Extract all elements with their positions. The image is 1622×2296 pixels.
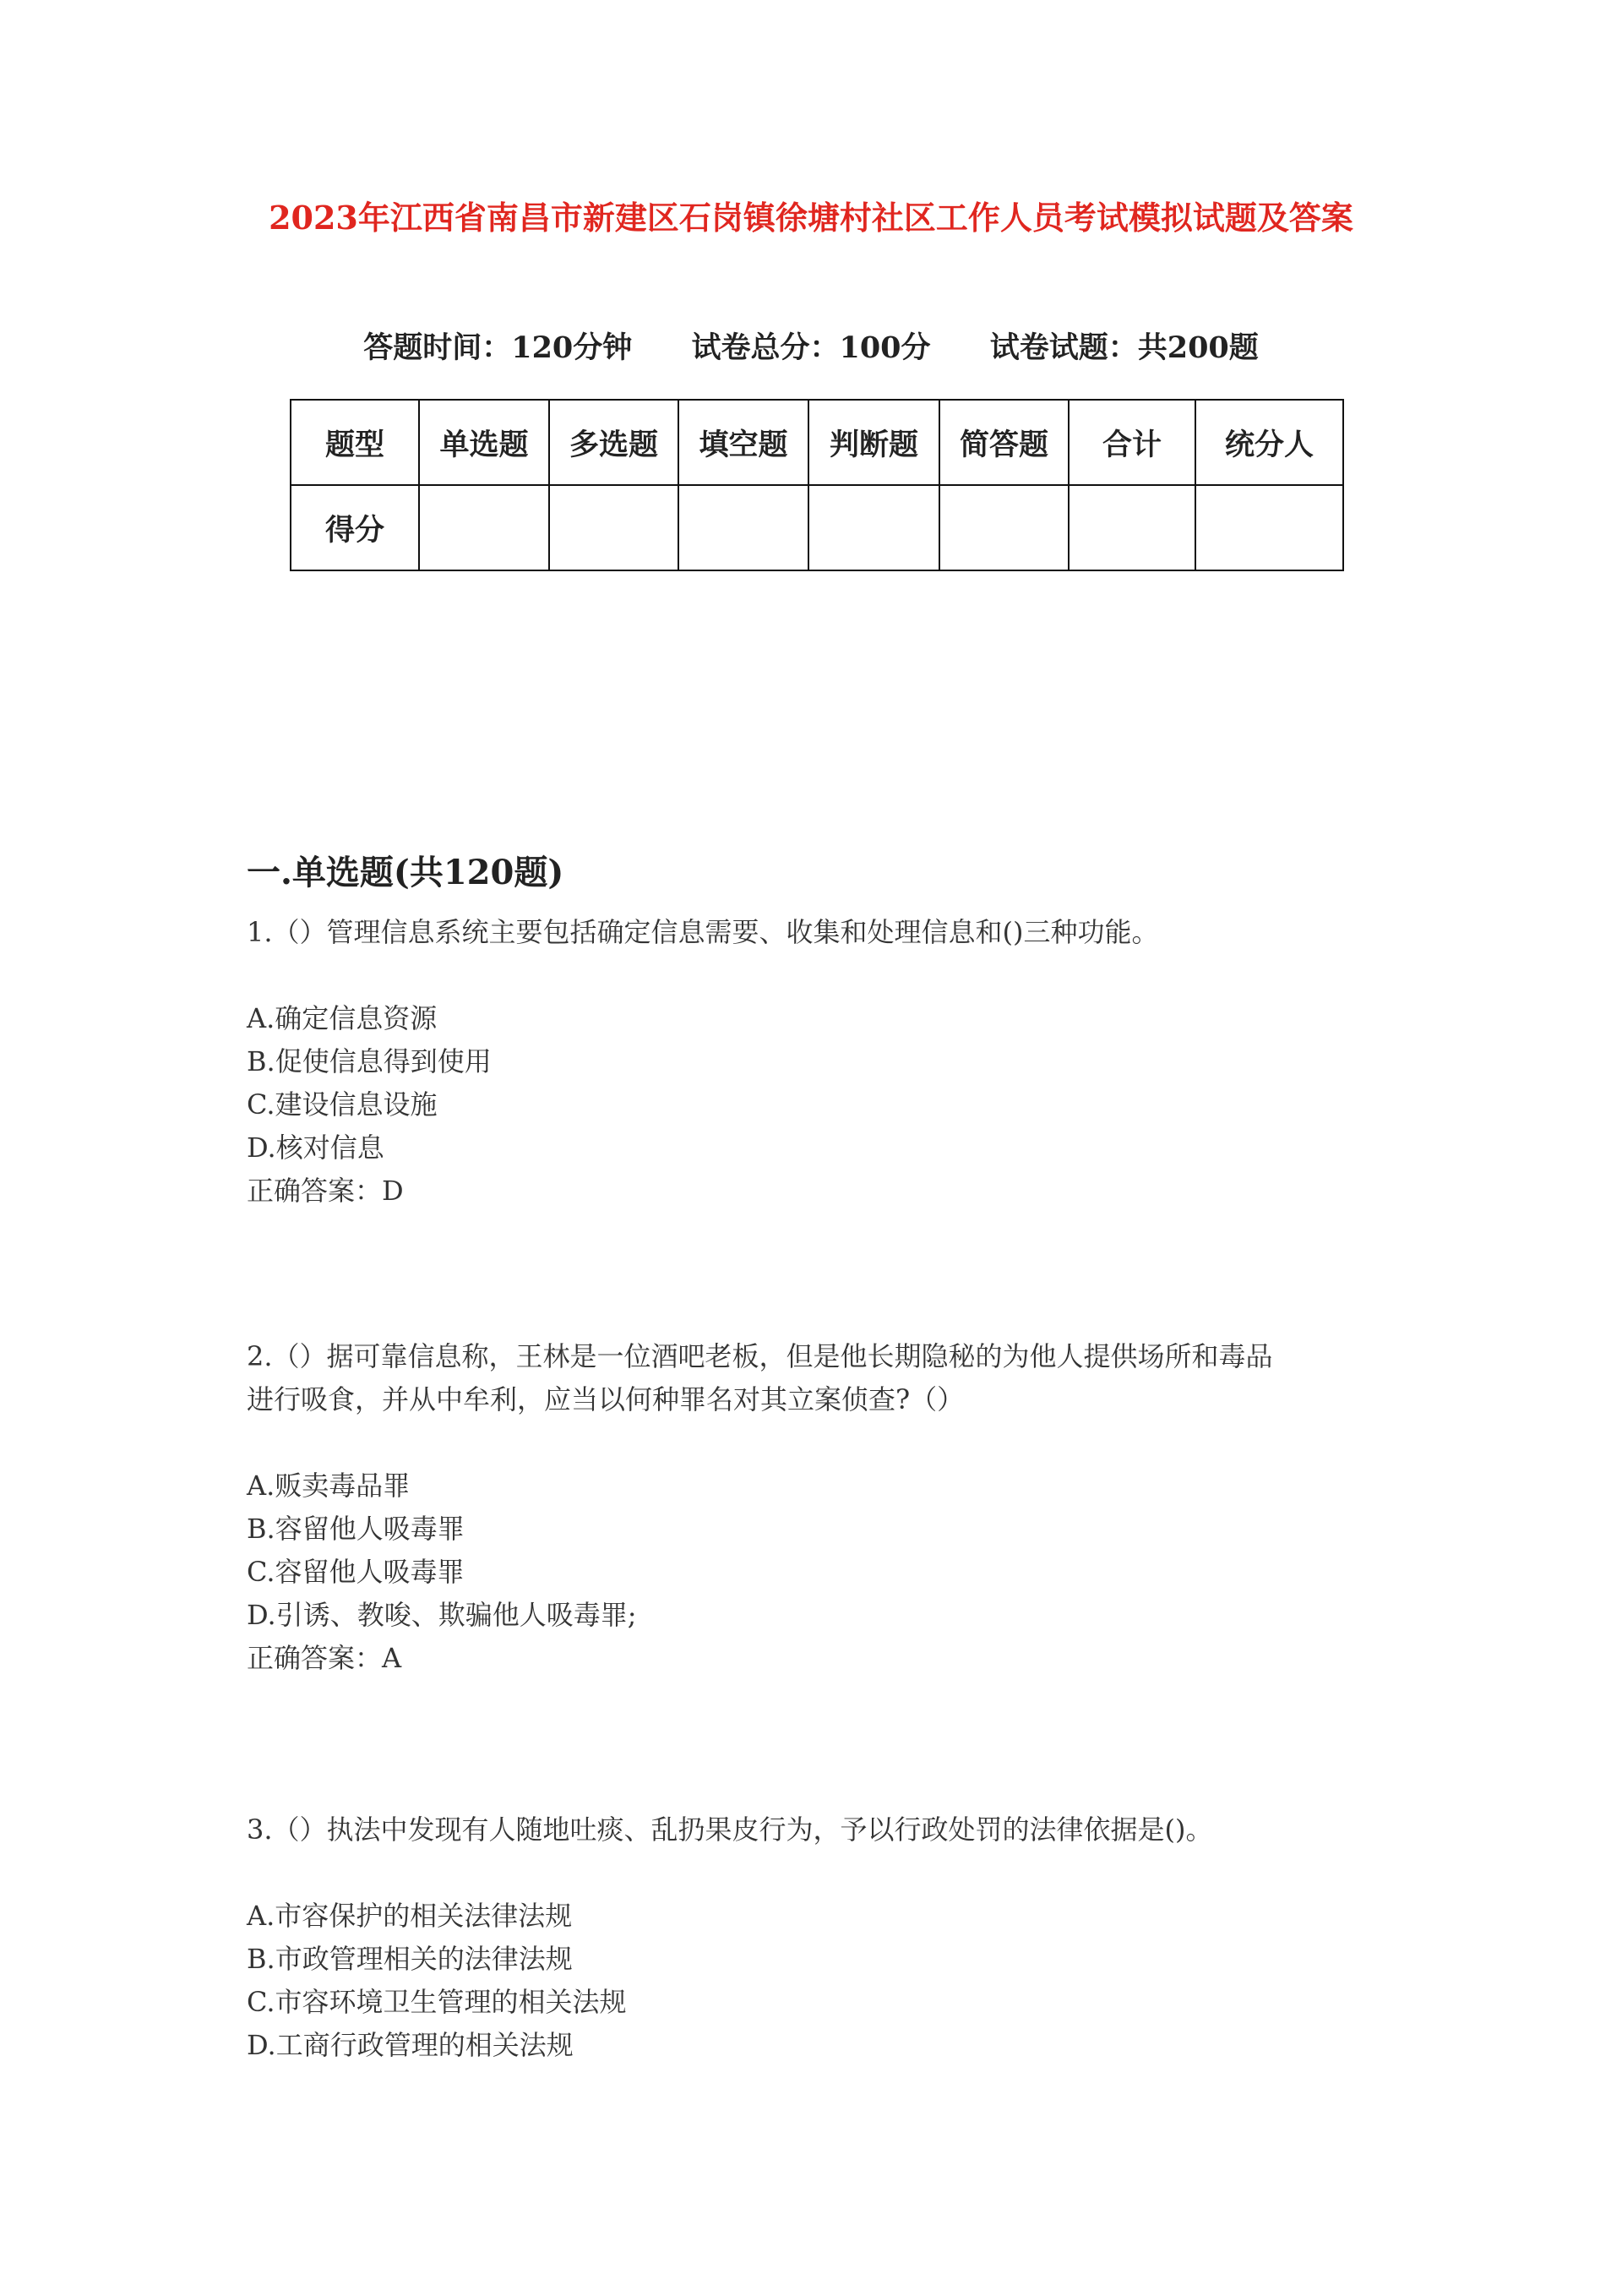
- question-2: [247, 1335, 1387, 1680]
- option-d: D.引诱、教唆、欺骗他人吸毒罪;: [247, 1599, 637, 1631]
- exam-total-score: 试卷总分：100分: [691, 330, 931, 365]
- option-b: B.促使信息得到使用: [247, 1045, 492, 1077]
- score-table-header: 合计: [1069, 400, 1195, 485]
- question-stem-continued: 进行吸食，并从中牟利，应当以何种罪名对其立案侦查?（）: [247, 1383, 965, 1415]
- score-table-header: 多选题: [549, 400, 678, 485]
- question-stem: 2.（）据可靠信息称，王林是一位酒吧老板，但是他长期隐秘的为他人提供场所和毒品: [247, 1340, 1273, 1372]
- question-options: [247, 997, 1387, 1213]
- question-3: [247, 1808, 1387, 2067]
- score-cell: [1195, 485, 1343, 570]
- score-row-label: 得分: [291, 485, 419, 570]
- score-cell: [678, 485, 808, 570]
- exam-meta: [0, 323, 1622, 374]
- score-cell: [808, 485, 939, 570]
- correct-answer: 正确答案：A: [247, 1642, 402, 1674]
- score-table-score-row: [291, 485, 1343, 570]
- option-c: C.容留他人吸毒罪: [247, 1556, 465, 1588]
- option-c: C.市容环境卫生管理的相关法规: [247, 1986, 627, 2018]
- question-options: [247, 1895, 1387, 2067]
- score-table-header: 简答题: [939, 400, 1069, 485]
- document-title: 2023年江西省南昌市新建区石岗镇徐塘村社区工作人员考试模拟试题及答案: [269, 199, 1353, 237]
- option-a: A.市容保护的相关法律法规: [247, 1900, 573, 1932]
- section-title: 一.单选题(共120题): [247, 853, 564, 892]
- score-cell: [939, 485, 1069, 570]
- score-table: [290, 399, 1344, 571]
- question-1: [247, 911, 1387, 1213]
- option-d: D.核对信息: [247, 1132, 384, 1164]
- score-table-header: 题型: [291, 400, 419, 485]
- option-c: C.建设信息设施: [247, 1088, 438, 1121]
- question-stem: 1.（）管理信息系统主要包括确定信息需要、收集和处理信息和()三种功能。: [247, 916, 1159, 948]
- score-table-header: 判断题: [808, 400, 939, 485]
- option-b: B.市政管理相关的法律法规: [247, 1943, 573, 1975]
- exam-question-count: 试卷试题：共200题: [989, 330, 1259, 365]
- exam-time: 答题时间：120分钟: [363, 330, 633, 365]
- score-table-header: 填空题: [678, 400, 808, 485]
- score-table-header: 单选题: [419, 400, 549, 485]
- option-a: A.贩卖毒品罪: [247, 1470, 411, 1502]
- option-d: D.工商行政管理的相关法规: [247, 2029, 574, 2061]
- score-cell: [549, 485, 678, 570]
- score-cell: [1069, 485, 1195, 570]
- option-b: B.容留他人吸毒罪: [247, 1513, 465, 1545]
- score-table-header: 统分人: [1195, 400, 1343, 485]
- correct-answer: 正确答案：D: [247, 1175, 404, 1207]
- question-stem: 3.（）执法中发现有人随地吐痰、乱扔果皮行为，予以行政处罚的法律依据是()。: [247, 1813, 1213, 1846]
- score-table-header-row: [291, 400, 1343, 485]
- score-cell: [419, 485, 549, 570]
- question-options: [247, 1464, 1387, 1680]
- option-a: A.确定信息资源: [247, 1002, 438, 1034]
